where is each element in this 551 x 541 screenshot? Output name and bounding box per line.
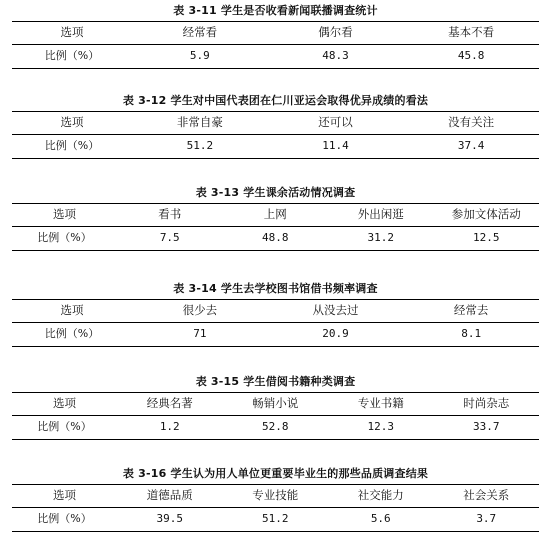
option-cell: 参加文体活动 <box>451 207 521 221</box>
table-top-rule <box>12 484 539 485</box>
option-cell: 偶尔看 <box>318 25 353 39</box>
option-cell: 专业技能 <box>252 488 299 502</box>
header-label-cell: 选项 <box>53 207 76 221</box>
table-data-row <box>12 325 539 343</box>
option-cell: 没有关注 <box>448 115 495 129</box>
table-top-rule <box>12 21 539 22</box>
option-cell: 还可以 <box>318 115 353 129</box>
percentage-cell: 52.8 <box>262 420 289 433</box>
table-middle-rule <box>12 44 539 45</box>
table-middle-rule <box>12 507 539 508</box>
table-data-row <box>12 229 539 247</box>
percentage-cell: 33.7 <box>473 420 500 433</box>
table-header-row <box>12 486 539 504</box>
table-top-rule <box>12 111 539 112</box>
percentage-cell: 39.5 <box>156 512 183 525</box>
table-top-rule <box>12 203 539 204</box>
option-cell: 从没去过 <box>312 303 359 317</box>
table-bottom-rule <box>12 250 539 251</box>
option-cell: 非常自豪 <box>176 115 223 129</box>
survey-table-2 <box>12 94 539 164</box>
percentage-cell: 7.5 <box>159 231 180 244</box>
row-label-cell: 比例（%） <box>37 512 92 525</box>
row-label-cell: 比例（%） <box>37 231 92 244</box>
survey-table-1 <box>12 4 539 74</box>
option-cell: 基本不看 <box>448 25 495 39</box>
option-cell: 经常看 <box>182 25 218 39</box>
survey-table-5 <box>12 375 539 445</box>
percentage-cell: 5.9 <box>189 49 210 62</box>
table-top-rule <box>12 299 539 300</box>
option-cell: 很少去 <box>182 303 218 317</box>
option-cell: 经典名著 <box>146 396 193 410</box>
table-bottom-rule <box>12 346 539 347</box>
table-caption: 表 3-13 学生课余活动情况调查 <box>195 186 356 199</box>
header-label-cell: 选项 <box>53 396 76 410</box>
option-cell: 经常去 <box>453 303 489 317</box>
table-bottom-rule <box>12 531 539 532</box>
percentage-cell: 8.1 <box>461 327 482 340</box>
percentage-cell: 1.2 <box>159 420 180 433</box>
percentage-cell: 31.2 <box>367 231 394 244</box>
percentage-cell: 37.4 <box>457 139 485 152</box>
table-data-row <box>12 510 539 528</box>
header-label-cell: 选项 <box>60 25 84 39</box>
percentage-cell: 51.2 <box>262 512 289 525</box>
row-label-cell: 比例（%） <box>37 420 92 433</box>
option-cell: 上网 <box>263 207 287 221</box>
percentage-cell: 12.5 <box>473 231 500 244</box>
table-caption: 表 3-11 学生是否收看新闻联播调查统计 <box>173 4 378 17</box>
table-caption: 表 3-15 学生借阅书籍种类调查 <box>195 375 356 388</box>
table-bottom-rule <box>12 68 539 69</box>
option-cell: 社会关系 <box>463 488 510 502</box>
percentage-cell: 71 <box>193 327 207 340</box>
survey-table-4 <box>12 282 539 352</box>
table-bottom-rule <box>12 439 539 440</box>
table-caption: 表 3-12 学生对中国代表团在仁川亚运会取得优异成绩的看法 <box>122 94 429 107</box>
percentage-cell: 5.6 <box>370 512 391 525</box>
row-label-cell: 比例（%） <box>44 49 100 62</box>
percentage-cell: 12.3 <box>367 420 394 433</box>
percentage-cell: 20.9 <box>322 327 349 340</box>
table-header-row <box>12 113 539 131</box>
table-middle-rule <box>12 226 539 227</box>
option-cell: 看书 <box>158 207 182 221</box>
table-caption: 表 3-14 学生去学校图书馆借书频率调查 <box>173 282 378 295</box>
table-caption: 表 3-16 学生认为用人单位更重要毕业生的那些品质调查结果 <box>122 467 429 480</box>
table-data-row <box>12 137 539 155</box>
table-header-row <box>12 301 539 319</box>
option-cell: 专业书籍 <box>357 396 404 410</box>
header-label-cell: 选项 <box>60 115 84 129</box>
option-cell: 时尚杂志 <box>463 396 510 410</box>
survey-table-6 <box>12 467 539 537</box>
row-label-cell: 比例（%） <box>44 327 100 340</box>
option-cell: 道德品质 <box>146 488 193 502</box>
option-cell: 畅销小说 <box>252 396 299 410</box>
table-bottom-rule <box>12 158 539 159</box>
table-data-row <box>12 47 539 65</box>
option-cell: 社交能力 <box>357 488 404 502</box>
table-middle-rule <box>12 322 539 323</box>
percentage-cell: 3.7 <box>476 512 497 525</box>
row-label-cell: 比例（%） <box>44 139 100 152</box>
survey-table-3 <box>12 186 539 256</box>
header-label-cell: 选项 <box>53 488 76 502</box>
table-middle-rule <box>12 134 539 135</box>
table-middle-rule <box>12 415 539 416</box>
header-label-cell: 选项 <box>60 303 84 317</box>
percentage-cell: 48.8 <box>262 231 289 244</box>
table-data-row <box>12 418 539 436</box>
option-cell: 外出闲逛 <box>357 207 404 221</box>
table-header-row <box>12 394 539 412</box>
table-header-row <box>12 23 539 41</box>
percentage-cell: 11.4 <box>322 139 349 152</box>
percentage-cell: 51.2 <box>186 139 214 152</box>
percentage-cell: 48.3 <box>322 49 349 62</box>
percentage-cell: 45.8 <box>457 49 485 62</box>
table-top-rule <box>12 392 539 393</box>
table-header-row <box>12 205 539 223</box>
